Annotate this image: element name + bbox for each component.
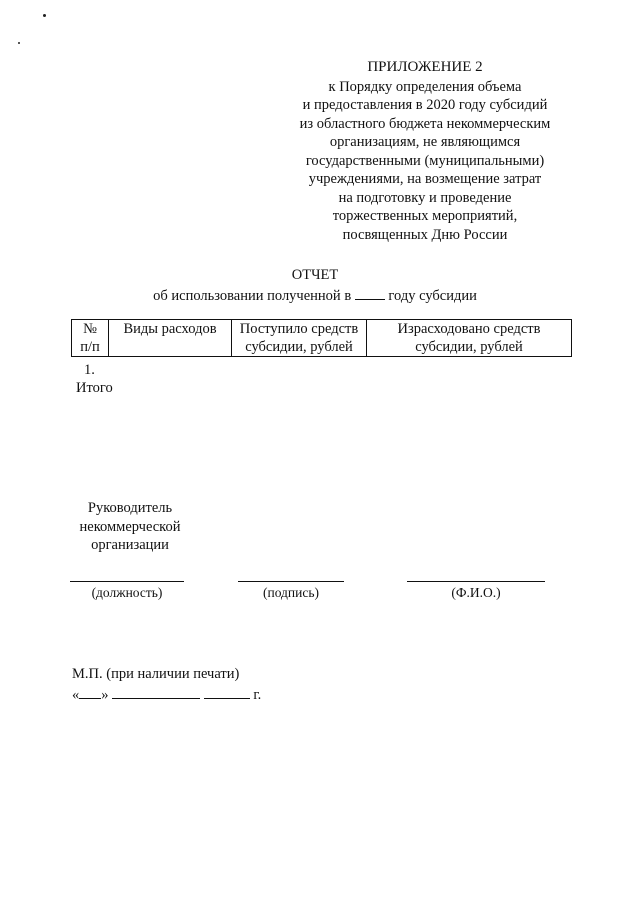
header-text: субсидии, рублей	[245, 339, 353, 355]
table-row-total: Итого	[76, 380, 113, 396]
position-line[interactable]	[70, 581, 184, 582]
signature-caption: (подпись)	[262, 585, 320, 600]
appendix-line: учреждениями, на возмещение затрат	[308, 171, 542, 187]
appendix-block	[270, 58, 580, 244]
appendix-title: ПРИЛОЖЕНИЕ 2	[367, 59, 483, 75]
header-text: Виды расходов	[123, 321, 217, 337]
head-line: Руководитель	[87, 500, 173, 516]
appendix-line: посвященных Дню России	[342, 226, 508, 243]
report-heading	[100, 266, 530, 305]
appendix-line: из областного бюджета некоммерческим	[299, 115, 551, 132]
header-text: Поступило средств	[239, 321, 359, 337]
name-caption: (Ф.И.О.)	[451, 585, 501, 600]
year-blank-footer[interactable]	[204, 684, 250, 699]
scan-speck	[43, 14, 46, 17]
header-text: п/п	[80, 339, 100, 355]
appendix-line: организациям, не являющимся	[329, 134, 521, 150]
report-subtitle-before: об использовании полученной в	[153, 287, 352, 304]
expenses-table	[71, 319, 572, 357]
table-header-row	[72, 320, 572, 357]
seal-note: М.П. (при наличии печати)	[72, 666, 240, 682]
appendix-line: торжественных мероприятий,	[332, 208, 518, 224]
signature-line[interactable]	[238, 581, 344, 582]
head-line: организации	[91, 537, 169, 553]
date-open-quote: «	[72, 687, 80, 703]
header-text: №	[83, 321, 97, 337]
report-title: ОТЧЕТ	[291, 267, 339, 283]
report-subtitle-after: году субсидии	[388, 287, 477, 304]
date-close-quote: »	[101, 687, 109, 703]
name-line[interactable]	[407, 581, 545, 582]
appendix-line: государственными (муниципальными)	[305, 152, 545, 169]
report-subtitle	[100, 285, 530, 306]
header-cell-spent	[367, 320, 572, 357]
organization-head-label	[60, 499, 200, 555]
month-blank[interactable]	[112, 684, 200, 699]
header-cell-number	[72, 320, 109, 357]
appendix-line: к Порядку определения объема	[328, 78, 522, 95]
header-text: Израсходовано средств	[397, 321, 541, 337]
header-cell-received	[232, 320, 367, 357]
scan-speck	[18, 42, 20, 44]
year-blank	[355, 285, 385, 300]
position-caption: (должность)	[91, 585, 163, 600]
day-blank[interactable]	[79, 684, 101, 699]
head-line: некоммерческой	[79, 518, 181, 535]
year-suffix: г.	[253, 687, 262, 703]
appendix-line: на подготовку и проведение	[338, 189, 512, 206]
date-line	[72, 684, 261, 705]
header-cell-expense-type	[109, 320, 232, 357]
appendix-line: и предоставления в 2020 году субсидий	[302, 97, 548, 113]
header-text: субсидии, рублей	[415, 339, 523, 355]
table-row-number: 1.	[84, 362, 95, 378]
